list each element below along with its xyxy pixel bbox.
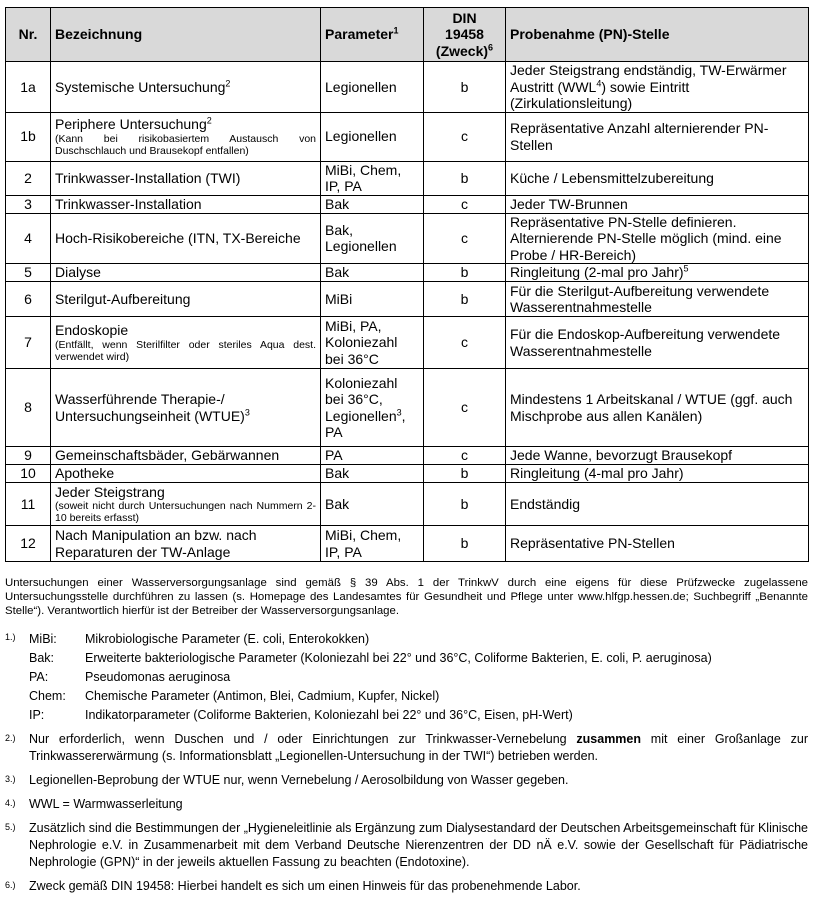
cell-bezeichnung: Apotheke (51, 465, 321, 483)
cell-bezeichnung: Endoskopie (Entfällt, wenn Sterilfilter oder steriles Aqua dest. verwendet wird) (51, 317, 321, 369)
cell-din: b (424, 282, 506, 317)
cell-din: c (424, 213, 506, 264)
cell-din: b (424, 264, 506, 282)
cell-nr: 5 (6, 264, 51, 282)
cell-pn-stelle: Ringleitung (2-mal pro Jahr)$^5$ (506, 264, 809, 282)
cell-nr: 1b (6, 112, 51, 161)
footnote-5: 5.) Zusätzlich sind die Bestimmungen der „Hygieneleitlinie als Ergänzung zum Dialysestandard der Deutschen Arbeitsgemeinschaft für Klinische Nephrologie e.V. in Zusammenarbeit mit dem Verband Deutsche Nierenzentren der DD nÄ e.V. sowie der Gesellschaft für Pädiatrische Nephrologie (GPN)“ in der jeweils aktuellen Fassung zu beachten (Endotoxine). (5, 821, 808, 869)
cell-nr: 6 (6, 282, 51, 317)
table-row (6, 264, 809, 282)
cell-parameter: PA (321, 447, 424, 465)
table-row (6, 112, 809, 161)
footnote-4: 4.) WWL = Warmwasserleitung (5, 797, 183, 811)
footnote-1 (5, 630, 808, 724)
cell-nr: 10 (6, 465, 51, 483)
cell-parameter: Legionellen (321, 112, 424, 161)
cell-nr: 8 (6, 369, 51, 447)
cell-bezeichnung: Gemeinschaftsbäder, Gebärwannen (51, 447, 321, 465)
cell-bezeichnung: Sterilgut-Aufbereitung (51, 282, 321, 317)
cell-nr: 1a (6, 62, 51, 113)
notes-section (5, 576, 808, 902)
footnote-number: 1.) (5, 632, 16, 642)
footnote-number: 6.) (5, 880, 16, 890)
table-row (6, 282, 809, 317)
cell-pn-stelle: Repräsentative PN-Stelle definieren. Alternierende PN-Stelle möglich (mind. eine Probe / HR-Bereich) (506, 213, 809, 264)
table-row (6, 465, 809, 483)
cell-din: c (424, 447, 506, 465)
abbreviation-list (29, 630, 808, 724)
table-row (6, 161, 809, 195)
footnote-3: 3.) Legionellen-Beprobung der WTUE nur, wenn Vernebelung / Aerosolbildung von Wasser gegeben. (5, 773, 569, 787)
cell-pn-stelle: Für die Sterilgut-Aufbereitung verwendete Wasserentnahmestelle (506, 282, 809, 317)
table-row (6, 526, 809, 562)
abbr-term: PA: (29, 670, 49, 684)
cell-bezeichnung: Periphere Untersuchung$^2$ (Kann bei risikobasiertem Austausch von Duschschlauch und Brausekopf entfallen) (51, 112, 321, 161)
cell-bezeichnung: Wasserführende Therapie-/ Untersuchungseinheit (WTUE)$^3$ (51, 369, 321, 447)
cell-parameter: Koloniezahl bei 36°C, Legionellen$^3$, PA (321, 369, 424, 447)
cell-din: c (424, 369, 506, 447)
table-row (6, 483, 809, 526)
table-row (6, 195, 809, 213)
cell-pn-stelle: Endständig (506, 483, 809, 526)
abbr-definition: Mikrobiologische Parameter (E. coli, Enterokokken) (85, 632, 370, 646)
table-row (6, 447, 809, 465)
cell-bezeichnung: Systemische Untersuchung$^2$ (51, 62, 321, 113)
header-nr: Nr. (6, 8, 51, 62)
cell-pn-stelle: Ringleitung (4-mal pro Jahr) (506, 465, 809, 483)
cell-din: c (424, 317, 506, 369)
cell-pn-stelle: Jeder TW-Brunnen (506, 195, 809, 213)
cell-pn-stelle: Küche / Lebensmittelzubereitung (506, 161, 809, 195)
table-row (6, 62, 809, 113)
cell-parameter: Bak (321, 264, 424, 282)
cell-pn-stelle: Mindestens 1 Arbeitskanal / WTUE (ggf. auch Mischprobe aus allen Kanälen) (506, 369, 809, 447)
table-row (6, 369, 809, 447)
table-header-row (6, 8, 809, 62)
cell-din: c (424, 195, 506, 213)
abbr-term: MiBi: (29, 632, 57, 646)
cell-pn-stelle: Jeder Steigstrang endständig, TW-Erwärmer Austritt (WWL$^4$) sowie Eintritt (Zirkulationsleitung) (506, 62, 809, 113)
header-bezeichnung: Bezeichnung (51, 8, 321, 62)
footnote-number: 2.) (5, 733, 16, 743)
row-note: (Entfällt, wenn Sterilfilter oder steriles Aqua dest. verwendet wird) (55, 338, 316, 363)
abbr-term: Bak: (29, 651, 55, 665)
footnote-number: 3.) (5, 774, 16, 784)
cell-parameter: Bak (321, 483, 424, 526)
cell-bezeichnung: Hoch-Risikobereiche (ITN, TX-Bereiche (51, 213, 321, 264)
row-note: (Kann bei risikobasiertem Austausch von Duschschlauch und Brausekopf entfallen) (55, 132, 316, 157)
cell-parameter: Bak (321, 195, 424, 213)
header-pn-stelle: Probenahme (PN)-Stelle (506, 8, 809, 62)
cell-nr: 11 (6, 483, 51, 526)
cell-pn-stelle: Repräsentative PN-Stellen (506, 526, 809, 562)
cell-parameter: Legionellen (321, 62, 424, 113)
abbr-definition: Indikatorparameter (Coliforme Bakterien, Koloniezahl bei 22° und 36°C, Eisen, pH-Wert) (85, 708, 573, 722)
cell-pn-stelle: Jede Wanne, bevorzugt Brausekopf (506, 447, 809, 465)
cell-bezeichnung: Dialyse (51, 264, 321, 282)
abbr-term: IP: (29, 708, 45, 722)
cell-din: b (424, 526, 506, 562)
cell-din: b (424, 161, 506, 195)
footnote-2: 2.) Nur erforderlich, wenn Duschen und / oder Einrichtungen zur Trinkwasser-Vernebelung zusammen mit einer Großanlage zur Trinkwassererwärmung (s. Informationsblatt „Legionellen-Untersuchung in der TWI“) betrieben werden. (5, 732, 808, 763)
cell-parameter: Bak, Legionellen (321, 213, 424, 264)
footnote-6: 6.) Zweck gemäß DIN 19458: Hierbei handelt es sich um einen Hinweis für das probenehmende Labor. (5, 879, 581, 893)
cell-parameter: Bak (321, 465, 424, 483)
cell-nr: 12 (6, 526, 51, 562)
cell-parameter: MiBi, Chem, IP, PA (321, 161, 424, 195)
table-row (6, 213, 809, 264)
cell-pn-stelle: Für die Endoskop-Aufbereitung verwendete Wasserentnahmestelle (506, 317, 809, 369)
cell-bezeichnung: Jeder Steigstrang (soweit nicht durch Untersuchungen nach Nummern 2-10 bereits erfasst) (51, 483, 321, 526)
sampling-table (5, 7, 809, 562)
abbr-definition: Erweiterte bakteriologische Parameter (Koloniezahl bei 22° und 36°C, Coliforme Bakterien, E. coli, P. aeruginosa) (85, 651, 712, 665)
cell-din: b (424, 62, 506, 113)
header-din: DIN 19458 (Zweck)$^6$ (424, 8, 506, 62)
cell-din: c (424, 112, 506, 161)
cell-parameter: MiBi (321, 282, 424, 317)
abbr-definition: Chemische Parameter (Antimon, Blei, Cadmium, Kupfer, Nickel) (85, 689, 440, 703)
cell-parameter: MiBi, PA, Koloniezahl bei 36°C (321, 317, 424, 369)
cell-nr: 2 (6, 161, 51, 195)
cell-din: b (424, 483, 506, 526)
footnote-number: 5.) (5, 822, 16, 832)
abbr-definition: Pseudomonas aeruginosa (85, 670, 231, 684)
cell-din: b (424, 465, 506, 483)
cell-nr: 9 (6, 447, 51, 465)
cell-nr: 4 (6, 213, 51, 264)
intro-text: Untersuchungen einer Wasserversorgungsanlage sind gemäß § 39 Abs. 1 der TrinkwV durch eine eigens für diese Prüfzwecke zugelassene Untersuchungsstelle durchführen zu lassen (s. Homepage des Landesamtes für Gesundheit und Pflege unter www.hlfgp.hessen.de; Suchbegriff „Benannte Stelle“). Verantwortlich hierfür ist der Betreiber der Wasserversorgungsanlage. (5, 577, 808, 617)
cell-bezeichnung: Trinkwasser-Installation (TWI) (51, 161, 321, 195)
row-note: (soweit nicht durch Untersuchungen nach Nummern 2-10 bereits erfasst) (55, 500, 316, 525)
cell-parameter: MiBi, Chem, IP, PA (321, 526, 424, 562)
cell-pn-stelle: Repräsentative Anzahl alternierender PN-Stellen (506, 112, 809, 161)
abbr-term: Chem: (29, 689, 66, 703)
table-row (6, 317, 809, 369)
cell-nr: 7 (6, 317, 51, 369)
footnote-number: 4.) (5, 798, 16, 808)
cell-bezeichnung: Trinkwasser-Installation (51, 195, 321, 213)
cell-bezeichnung: Nach Manipulation an bzw. nach Reparaturen der TW-Anlage (51, 526, 321, 562)
header-parameter: Parameter$^1$ (321, 8, 424, 62)
cell-nr: 3 (6, 195, 51, 213)
